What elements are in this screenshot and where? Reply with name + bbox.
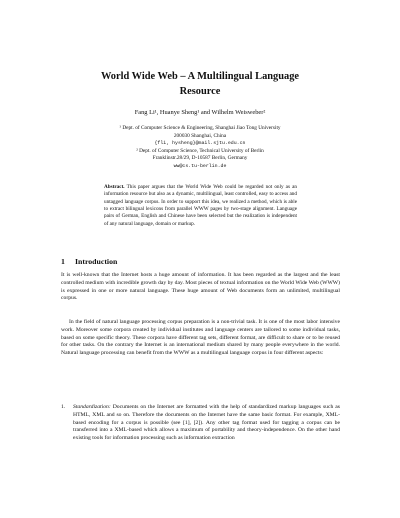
- aspects-list: [61, 404, 340, 443]
- affiliation-1-line-2: 200030 Shanghai, China: [173, 132, 227, 139]
- abstract-label: Abstract.: [104, 184, 125, 190]
- affiliations: [70, 125, 330, 171]
- list-item-term: Standardization:: [73, 404, 111, 410]
- abstract: [104, 184, 297, 228]
- section-title: Introduction: [75, 257, 118, 266]
- author-list: Fang Li¹, Huanye Sheng¹ and Wilhelm Weisweber²: [134, 109, 266, 116]
- abstract-text: This paper argues that the World Wide Web could be regarded not only as an information resource but also as a dynamic, multilingual, least controlled, easy to access and untagged language corpus. In order to support this idea, we realized a method, which is able to extract bilingual lexicons from parallel WWW pages by two-stage alignment. Language pairs of German, English and Chinese have been selected but the realization is independent of any natural language, domain or markup.: [104, 184, 297, 227]
- list-item-number: 1.: [61, 404, 66, 410]
- paragraph-2: In the field of natural language processing corpus preparation is a non-trivial task. It is one of the most labor intensive work. Moreover some corpora created by individual institutes and language centers are tailored to some individual tasks, based on some specific theory. These corpora have different tag sets, different format, are difficult to share or to be reused for other tasks. On the contrary the Internet is an international medium shared by many people everywhere in the world. Natural language processing can benefit from the WWW as a multilingual language corpus in four different aspects:: [61, 319, 340, 356]
- section-number: 1: [61, 257, 65, 266]
- affiliation-2-line-2: Franklinstr.28/29, D-10587 Berlin, Germany: [152, 155, 248, 162]
- paragraph-1: It is well-known that the Internet hosts a huge amount of information. It has been regarded as the largest and the least controlled medium with incredible growth day by day. Most pieces of textual information on the World Wide Web (WWW) is expressed in one or more natural language. These huge amount of Web documents form an unlimited, multilingual corpus.: [61, 272, 340, 302]
- paper-title-line-2: Resource: [179, 86, 221, 97]
- list-item: [61, 404, 340, 443]
- list-item-text: Documents on the Internet are formatted with the help of standardized markup languages such as HTML, XML and so on. Therefore the documents on the Internet have the same basic format. For example, XML-based encoding for a corpus is possible (see [1], [2]). Any other tag format used for tagging a corpus can be transferred into a XML-based which allows a maximum of portability and theory-independence. On the other hand existing tools for information processing such as information extraction: [73, 404, 340, 441]
- paper-title-line-1: World Wide Web – A Multilingual Language: [100, 71, 300, 82]
- affiliation-2-line-1: ² Dept. of Computer Science, Technical University of Berlin: [136, 147, 264, 154]
- affiliation-1-line-1: ¹ Dept. of Computer Science & Engineering, Shanghai Jiao Tong University: [119, 125, 281, 131]
- affiliation-2-email: ww@cs.tu-berlin.de: [173, 163, 227, 169]
- section-heading: [61, 257, 117, 266]
- affiliation-1-email: {fli, hysheng}@mail.sjtu.edu.cn: [154, 141, 246, 147]
